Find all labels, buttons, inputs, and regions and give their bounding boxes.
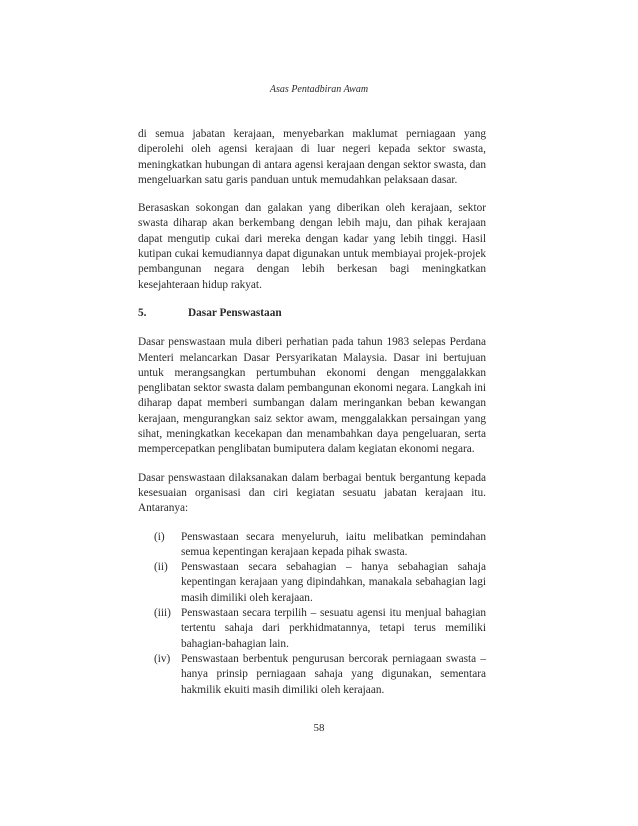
list-item xyxy=(138,652,486,698)
list-item-text: Penswastaan secara sebahagian – hanya sebahagian sahaja kepentingan kerajaan yang dipindahkan, manakala sebahagian lagi masih dimiliki oleh kerajaan. xyxy=(181,561,486,604)
list-item xyxy=(138,560,486,606)
list-item-marker: (i) xyxy=(154,530,165,543)
running-header: Asas Pentadbiran Awam xyxy=(269,84,369,95)
paragraph-4: Dasar penswastaan dilaksanakan dalam berbagai bentuk bergantung kepada kesesuaian organisasi dan ciri kegiatan sesuatu jabatan kerajaan itu. Antaranya: xyxy=(138,471,486,515)
page-content xyxy=(138,127,486,698)
section-heading xyxy=(138,306,486,321)
privatization-forms-list xyxy=(138,530,486,698)
list-item-marker: (ii) xyxy=(154,561,168,574)
page-number: 58 xyxy=(313,722,325,734)
list-item-text: Penswastaan secara terpilih – sesuatu agensi itu menjual bahagian tertentu sahaja dari perkhidmatannya, tetapi terus memiliki bahagian-bahagian lain. xyxy=(181,607,486,650)
list-item-text: Penswastaan secara menyeluruh, iaitu melibatkan pemindahan semua kepentingan kerajaan kepada pihak swasta. xyxy=(181,530,486,558)
section-title: Dasar Penswastaan xyxy=(188,306,282,319)
list-item-marker: (iii) xyxy=(154,607,171,620)
paragraph-3: Dasar penswastaan mula diberi perhatian pada tahun 1983 selepas Perdana Menteri melancarkan Dasar Persyarikatan Malaysia. Dasar ini bertujuan untuk merangsangkan pertumbuhan ekonomi dengan menggalakkan penglibatan sektor swasta dalam pembangunan ekonomi negara. Langkah ini diharap dapat memberi sumbangan dalam meringankan beban kewangan kerajaan, mengurangkan saiz sektor awam, menggalakkan persaingan yang sihat, meningkatkan kecekapan dan menambahkan daya pengeluaran, serta mempercepatkan penglibatan bumiputera dalam kegiatan ekonomi negara. xyxy=(138,336,486,456)
list-item-text: Penswastaan berbentuk pengurusan bercorak perniagaan swasta – hanya prinsip perniagaan sahaja yang digunakan, sementara hakmilik ekuiti masih dimiliki oleh kerajaan. xyxy=(181,652,486,696)
section-number: 5. xyxy=(138,306,147,319)
paragraph-1: di semua jabatan kerajaan, menyebarkan maklumat perniagaan yang diperolehi oleh agensi kerajaan di luar negeri kepada sektor swasta, meningkatkan hubungan di antara agensi kerajaan dengan sektor swasta, dan mengeluarkan satu garis panduan untuk memudahkan pelaksaan dasar. xyxy=(138,128,486,186)
list-item-marker: (iv) xyxy=(154,652,171,665)
list-item xyxy=(138,530,486,561)
paragraph-2: Berasaskan sokongan dan galakan yang diberikan oleh kerajaan, sektor swasta diharap akan berkembang dengan lebih maju, dan pihak kerajaan dapat mengutip cukai dari mereka dengan kadar yang lebih tinggi. Hasil kutipan cukai kemudiannya dapat digunakan untuk membiayai projek-projek pembangunan negara dengan lebih berkesan bagi meningkatkan kesejahteraan hidup rakyat. xyxy=(138,202,486,291)
list-item xyxy=(138,606,486,652)
